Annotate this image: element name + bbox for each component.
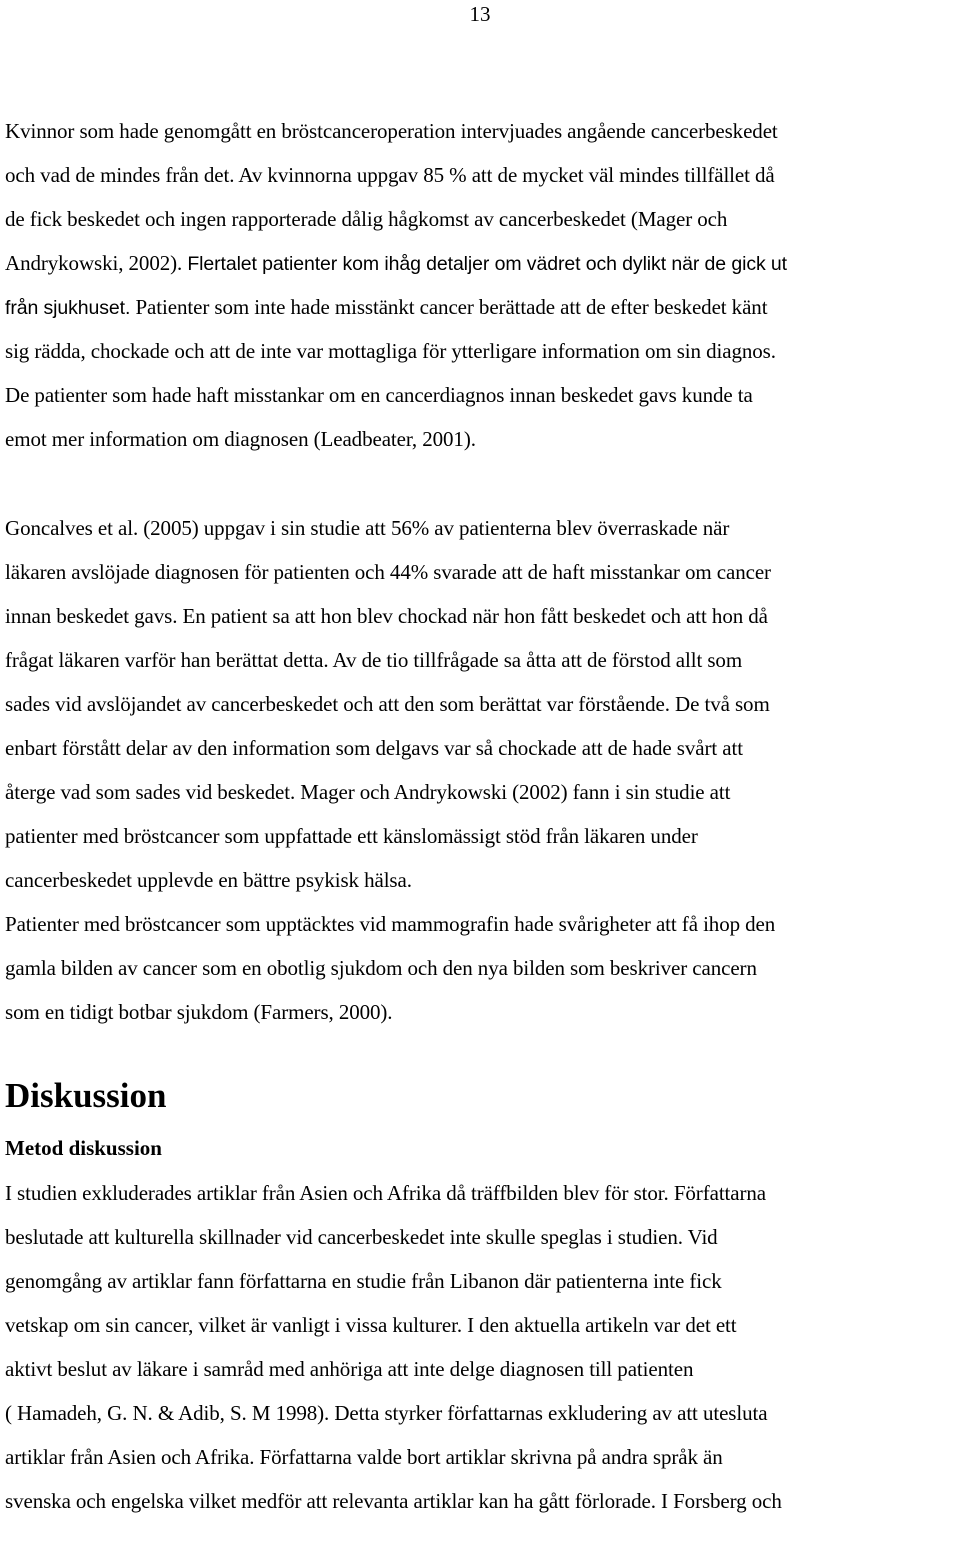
document-body xyxy=(5,109,960,1523)
text-line: patienter med bröstcancer som uppfattade ett känslomässigt stöd från läkaren under xyxy=(5,824,698,848)
text-line: emot mer information om diagnosen (Leadbeater, 2001). xyxy=(5,427,476,451)
text-line: läkaren avslöjade diagnosen för patienten och 44% svarade att de haft misstankar om cancer xyxy=(5,560,771,584)
text-line: De patienter som hade haft misstankar om en cancerdiagnos innan beskedet gavs kunde ta xyxy=(5,383,753,407)
text-span-sans: Flertalet patienter kom ihåg detaljer om vädret och dylikt när de gick ut xyxy=(187,253,787,275)
text-span: Andrykowski, 2002). xyxy=(5,251,188,275)
text-line: innan beskedet gavs. En patient sa att hon blev chockad när hon fått beskedet och att hon då xyxy=(5,604,768,628)
text-line: enbart förstått delar av den information som delgavs var så chockade att de hade svårt att xyxy=(5,736,743,760)
text-line: aktivt beslut av läkare i samråd med anhöriga att inte delge diagnosen till patienten xyxy=(5,1357,694,1381)
text-line: Patienter med bröstcancer som upptäcktes vid mammografin hade svårigheter att få ihop den xyxy=(5,912,776,936)
text-line: gamla bilden av cancer som en obotlig sjukdom och den nya bilden som beskriver cancern xyxy=(5,956,757,980)
paragraph-gap xyxy=(5,461,960,506)
text-span: Patienter som inte hade misstänkt cancer berättade att de efter beskedet känt xyxy=(130,295,768,319)
text-line: ( Hamadeh, G. N. & Adib, S. M 1998). Detta styrker författarnas exkludering av att utesluta xyxy=(5,1401,768,1425)
paragraph-intro xyxy=(5,109,960,461)
text-line: som en tidigt botbar sjukdom (Farmers, 2000). xyxy=(5,1000,393,1024)
text-line: sig rädda, chockade och att de inte var mottagliga för ytterligare information om sin diagnos. xyxy=(5,339,776,363)
text-line: de fick beskedet och ingen rapporterade dålig hågkomst av cancerbeskedet (Mager och xyxy=(5,207,728,231)
text-line: artiklar från Asien och Afrika. Författarna valde bort artiklar skrivna på andra språk än xyxy=(5,1445,723,1469)
page-number: 13 xyxy=(469,2,491,26)
text-line: frågat läkaren varför han berättat detta. Av de tio tillfrågade sa åtta att de förstod allt som xyxy=(5,648,743,672)
text-line: återge vad som sades vid beskedet. Mager och Andrykowski (2002) fann i sin studie att xyxy=(5,780,731,804)
paragraph-method-discussion xyxy=(5,1171,960,1523)
text-span-sans: från sjukhuset. xyxy=(5,297,131,319)
text-line: svenska och engelska vilket medför att relevanta artiklar kan ha gått förlorade. I Forsberg och xyxy=(5,1489,782,1513)
subsection-heading: Metod diskussion xyxy=(5,1136,162,1160)
paragraph-goncalves xyxy=(5,506,960,1034)
text-line: cancerbeskedet upplevde en bättre psykisk hälsa. xyxy=(5,868,412,892)
text-line: genomgång av artiklar fann författarna en studie från Libanon där patienterna inte fick xyxy=(5,1269,722,1293)
text-line xyxy=(5,285,960,329)
text-line: vetskap om sin cancer, vilket är vanligt i vissa kulturer. I den aktuella artikeln var det ett xyxy=(5,1313,737,1337)
text-line xyxy=(5,241,960,285)
text-line: I studien exkluderades artiklar från Asien och Afrika då träffbilden blev för stor. Författarna xyxy=(5,1181,767,1205)
text-line: beslutade att kulturella skillnader vid cancerbeskedet inte skulle speglas i studien. Vid xyxy=(5,1225,718,1249)
text-line: och vad de mindes från det. Av kvinnorna uppgav 85 % att de mycket väl mindes tillfället då xyxy=(5,163,775,187)
section-heading: Diskussion xyxy=(5,1076,167,1115)
text-line: Kvinnor som hade genomgått en bröstcanceroperation intervjuades angående cancerbeskedet xyxy=(5,119,778,143)
text-line: sades vid avslöjandet av cancerbeskedet och att den som berättat var förstående. De två som xyxy=(5,692,770,716)
text-line: Goncalves et al. (2005) uppgav i sin studie att 56% av patienterna blev överraskade när xyxy=(5,516,730,540)
